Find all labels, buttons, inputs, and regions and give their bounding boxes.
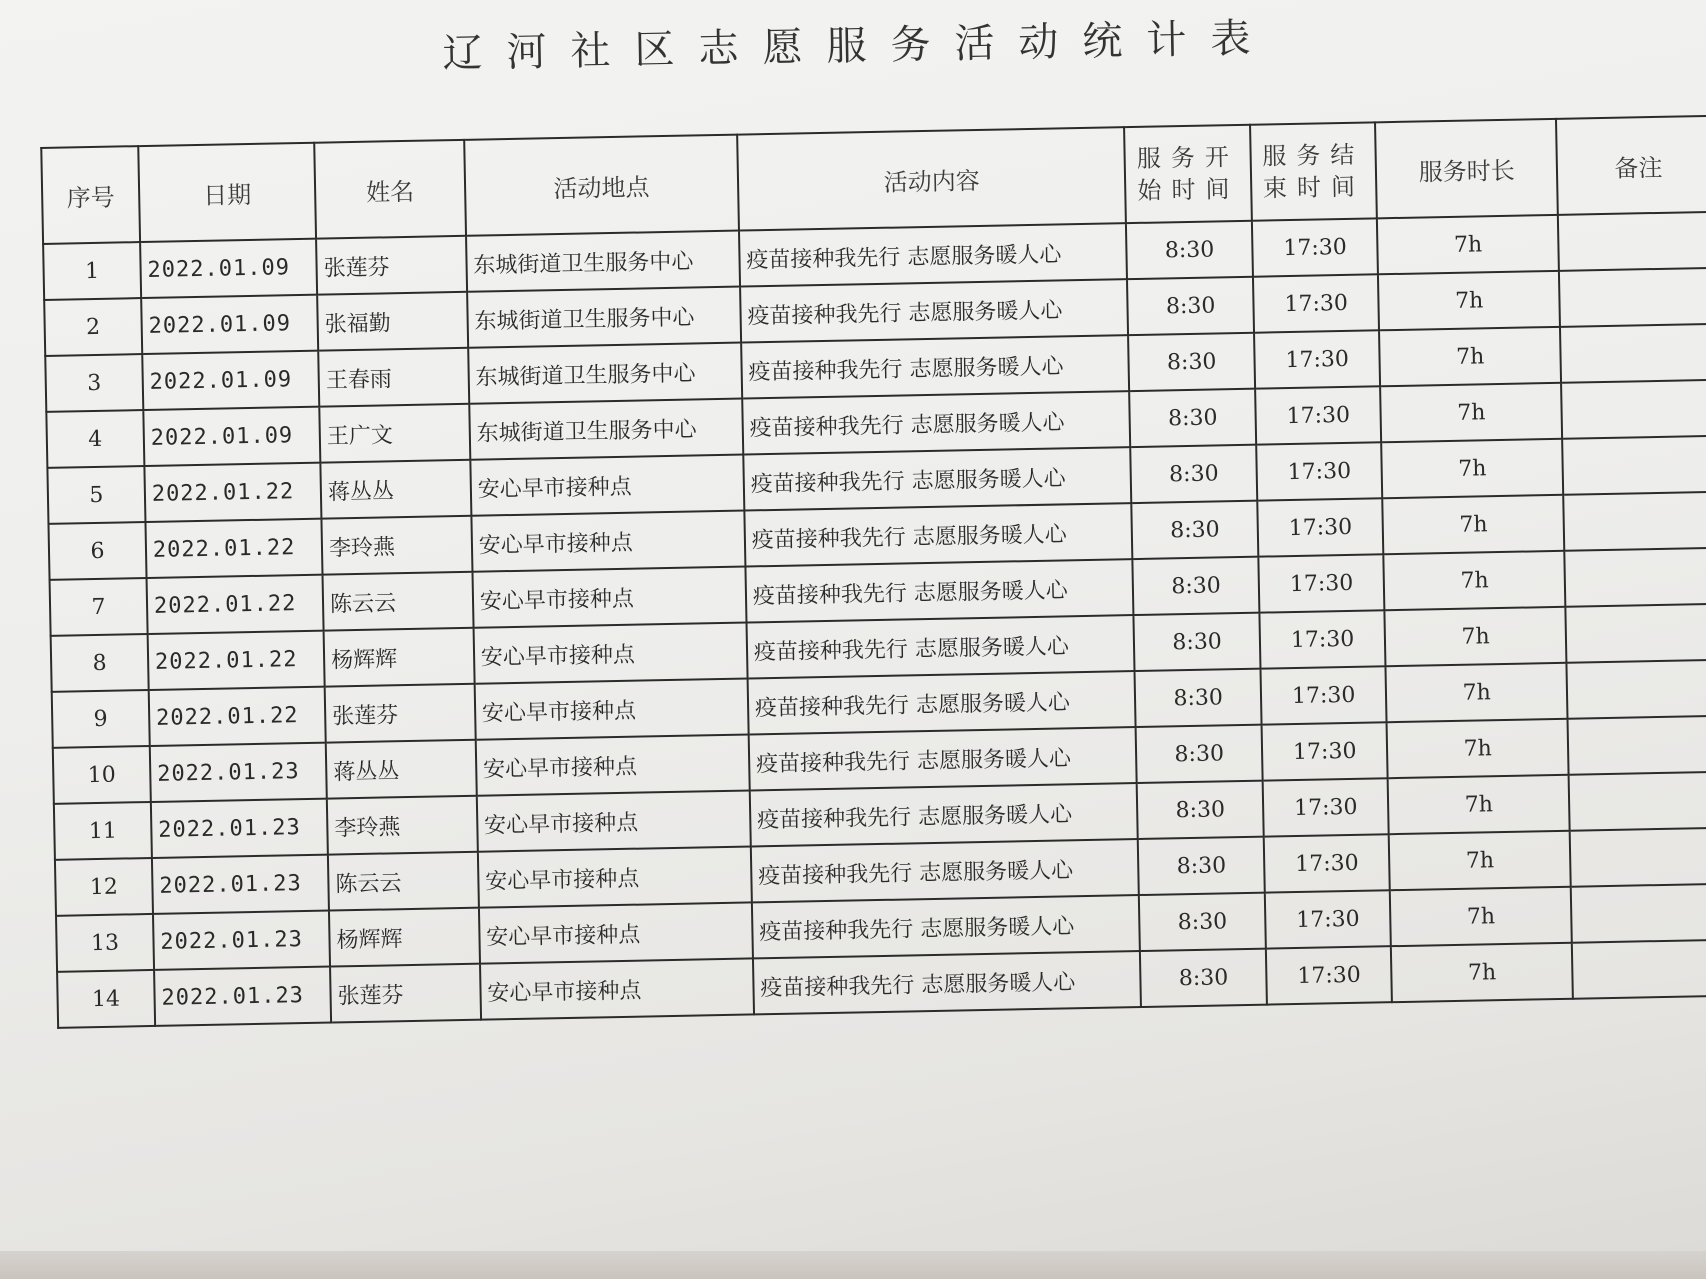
cell-name: 王广文 xyxy=(319,404,470,463)
cell-note xyxy=(1558,212,1706,271)
cell-end-time: 17:30 xyxy=(1266,946,1393,1004)
header-content: 活动内容 xyxy=(737,127,1126,230)
statistics-table xyxy=(40,115,1706,1029)
cell-duration: 7h xyxy=(1389,831,1571,890)
cell-name: 王春雨 xyxy=(318,348,469,407)
cell-name: 陈云云 xyxy=(328,852,479,911)
cell-date: 2022.01.23 xyxy=(152,855,329,914)
header-duration: 服务时长 xyxy=(1375,119,1557,218)
cell-duration: 7h xyxy=(1390,887,1572,946)
cell-index: 3 xyxy=(45,354,143,412)
cell-content: 疫苗接种我先行 志愿服务暖人心 xyxy=(747,671,1136,734)
desk-surface xyxy=(0,1251,1706,1279)
cell-end-time: 17:30 xyxy=(1259,610,1386,668)
cell-end-time: 17:30 xyxy=(1256,442,1383,500)
cell-start-time: 8:30 xyxy=(1132,501,1259,559)
cell-duration: 7h xyxy=(1382,439,1564,498)
cell-duration: 7h xyxy=(1379,327,1561,386)
cell-note xyxy=(1564,548,1706,607)
cell-location: 东城街道卫生服务中心 xyxy=(467,287,741,348)
cell-content: 疫苗接种我先行 志愿服务暖人心 xyxy=(744,503,1133,566)
cell-note xyxy=(1563,492,1706,551)
cell-location: 安心早市接种点 xyxy=(477,790,751,851)
cell-start-time: 8:30 xyxy=(1131,445,1258,503)
cell-name: 李玲燕 xyxy=(321,516,472,575)
cell-end-time: 17:30 xyxy=(1263,778,1390,836)
cell-content: 疫苗接种我先行 志愿服务暖人心 xyxy=(742,391,1131,454)
cell-content: 疫苗接种我先行 志愿服务暖人心 xyxy=(750,783,1139,846)
cell-content: 疫苗接种我先行 志愿服务暖人心 xyxy=(748,727,1137,790)
cell-date: 2022.01.23 xyxy=(154,967,331,1026)
cell-date: 2022.01.09 xyxy=(143,407,320,466)
cell-content: 疫苗接种我先行 志愿服务暖人心 xyxy=(745,559,1134,622)
cell-end-time: 17:30 xyxy=(1253,274,1380,332)
cell-duration: 7h xyxy=(1377,215,1559,274)
cell-date: 2022.01.22 xyxy=(149,687,326,746)
cell-location: 安心早市接种点 xyxy=(479,902,753,963)
cell-index: 11 xyxy=(54,802,152,860)
cell-note xyxy=(1559,268,1706,327)
cell-index: 5 xyxy=(47,466,145,524)
cell-index: 13 xyxy=(56,914,154,972)
header-name: 姓名 xyxy=(314,140,466,239)
cell-index: 9 xyxy=(52,690,150,748)
cell-start-time: 8:30 xyxy=(1130,389,1257,447)
cell-end-time: 17:30 xyxy=(1257,498,1384,556)
cell-note xyxy=(1562,436,1706,495)
cell-content: 疫苗接种我先行 志愿服务暖人心 xyxy=(746,615,1135,678)
cell-start-time: 8:30 xyxy=(1126,221,1253,279)
cell-duration: 7h xyxy=(1388,775,1570,834)
cell-start-time: 8:30 xyxy=(1133,557,1260,615)
cell-index: 7 xyxy=(50,578,148,636)
cell-end-time: 17:30 xyxy=(1252,218,1379,276)
cell-content: 疫苗接种我先行 志愿服务暖人心 xyxy=(743,447,1132,510)
header-end-time: 服务结束时间 xyxy=(1250,122,1377,220)
cell-index: 6 xyxy=(48,522,146,580)
cell-date: 2022.01.23 xyxy=(150,743,327,802)
header-index: 序号 xyxy=(41,146,140,244)
cell-duration: 7h xyxy=(1381,383,1563,442)
cell-name: 蒋丛丛 xyxy=(320,460,471,519)
cell-name: 张莲芬 xyxy=(325,684,476,743)
cell-content: 疫苗接种我先行 志愿服务暖人心 xyxy=(741,335,1130,398)
document xyxy=(38,0,1706,1029)
cell-location: 安心早市接种点 xyxy=(472,567,746,628)
cell-location: 安心早市接种点 xyxy=(480,958,754,1019)
cell-location: 安心早市接种点 xyxy=(470,455,744,516)
cell-note xyxy=(1571,884,1706,943)
cell-duration: 7h xyxy=(1378,271,1560,330)
cell-note xyxy=(1560,324,1706,383)
cell-content: 疫苗接种我先行 志愿服务暖人心 xyxy=(740,279,1129,342)
cell-date: 2022.01.22 xyxy=(144,463,321,522)
cell-duration: 7h xyxy=(1383,495,1565,554)
cell-start-time: 8:30 xyxy=(1128,333,1255,391)
cell-note xyxy=(1570,828,1706,887)
cell-date: 2022.01.22 xyxy=(148,631,325,690)
cell-duration: 7h xyxy=(1385,607,1567,666)
cell-index: 12 xyxy=(55,858,153,916)
cell-name: 张莲芬 xyxy=(316,236,467,295)
cell-name: 张福勤 xyxy=(317,292,468,351)
document-title: 辽河社区志愿服务活动统计表 xyxy=(442,15,1275,78)
cell-duration: 7h xyxy=(1387,719,1569,778)
cell-index: 1 xyxy=(43,242,141,300)
cell-location: 安心早市接种点 xyxy=(475,734,749,795)
header-location: 活动地点 xyxy=(464,135,739,236)
cell-start-time: 8:30 xyxy=(1134,613,1261,671)
cell-date: 2022.01.22 xyxy=(146,575,323,634)
cell-location: 东城街道卫生服务中心 xyxy=(468,343,742,404)
cell-index: 8 xyxy=(51,634,149,692)
cell-location: 安心早市接种点 xyxy=(474,679,748,740)
cell-duration: 7h xyxy=(1391,943,1573,1002)
cell-date: 2022.01.09 xyxy=(141,295,318,354)
header-start-time: 服务开始时间 xyxy=(1124,125,1251,223)
cell-end-time: 17:30 xyxy=(1258,554,1385,612)
cell-end-time: 17:30 xyxy=(1255,386,1382,444)
cell-start-time: 8:30 xyxy=(1135,669,1262,727)
cell-date: 2022.01.23 xyxy=(151,799,328,858)
cell-date: 2022.01.23 xyxy=(153,911,330,970)
cell-end-time: 17:30 xyxy=(1265,890,1392,948)
cell-note xyxy=(1567,716,1706,775)
cell-name: 李玲燕 xyxy=(327,796,478,855)
cell-start-time: 8:30 xyxy=(1140,949,1267,1007)
cell-content: 疫苗接种我先行 志愿服务暖人心 xyxy=(753,951,1142,1014)
cell-start-time: 8:30 xyxy=(1139,893,1266,951)
cell-note xyxy=(1569,772,1706,831)
cell-name: 杨辉辉 xyxy=(329,908,480,967)
cell-date: 2022.01.22 xyxy=(145,519,322,578)
header-date: 日期 xyxy=(138,143,316,242)
cell-name: 蒋丛丛 xyxy=(326,740,477,799)
cell-content: 疫苗接种我先行 志愿服务暖人心 xyxy=(752,895,1141,958)
cell-end-time: 17:30 xyxy=(1260,666,1387,724)
cell-content: 疫苗接种我先行 志愿服务暖人心 xyxy=(739,223,1128,286)
cell-end-time: 17:30 xyxy=(1254,330,1381,388)
header-note: 备注 xyxy=(1556,116,1706,215)
cell-location: 东城街道卫生服务中心 xyxy=(466,231,740,292)
cell-duration: 7h xyxy=(1384,551,1566,610)
cell-note xyxy=(1572,940,1706,999)
cell-end-time: 17:30 xyxy=(1264,834,1391,892)
table-body xyxy=(43,212,1706,1028)
cell-end-time: 17:30 xyxy=(1261,722,1388,780)
cell-note xyxy=(1566,660,1706,719)
cell-note xyxy=(1561,380,1706,439)
cell-date: 2022.01.09 xyxy=(140,239,317,298)
cell-start-time: 8:30 xyxy=(1127,277,1254,335)
cell-location: 东城街道卫生服务中心 xyxy=(469,399,743,460)
cell-name: 张莲芬 xyxy=(330,964,481,1023)
cell-index: 14 xyxy=(57,970,155,1028)
cell-name: 杨辉辉 xyxy=(324,628,475,687)
cell-start-time: 8:30 xyxy=(1137,781,1264,839)
cell-note xyxy=(1565,604,1706,663)
cell-location: 安心早市接种点 xyxy=(473,623,747,684)
cell-start-time: 8:30 xyxy=(1136,725,1263,783)
cell-location: 安心早市接种点 xyxy=(478,846,752,907)
cell-index: 4 xyxy=(46,410,144,468)
cell-date: 2022.01.09 xyxy=(142,351,319,410)
cell-duration: 7h xyxy=(1386,663,1568,722)
cell-index: 2 xyxy=(44,298,142,356)
cell-location: 安心早市接种点 xyxy=(471,511,745,572)
cell-index: 10 xyxy=(53,746,151,804)
cell-start-time: 8:30 xyxy=(1138,837,1265,895)
cell-content: 疫苗接种我先行 志愿服务暖人心 xyxy=(751,839,1140,902)
cell-name: 陈云云 xyxy=(323,572,474,631)
